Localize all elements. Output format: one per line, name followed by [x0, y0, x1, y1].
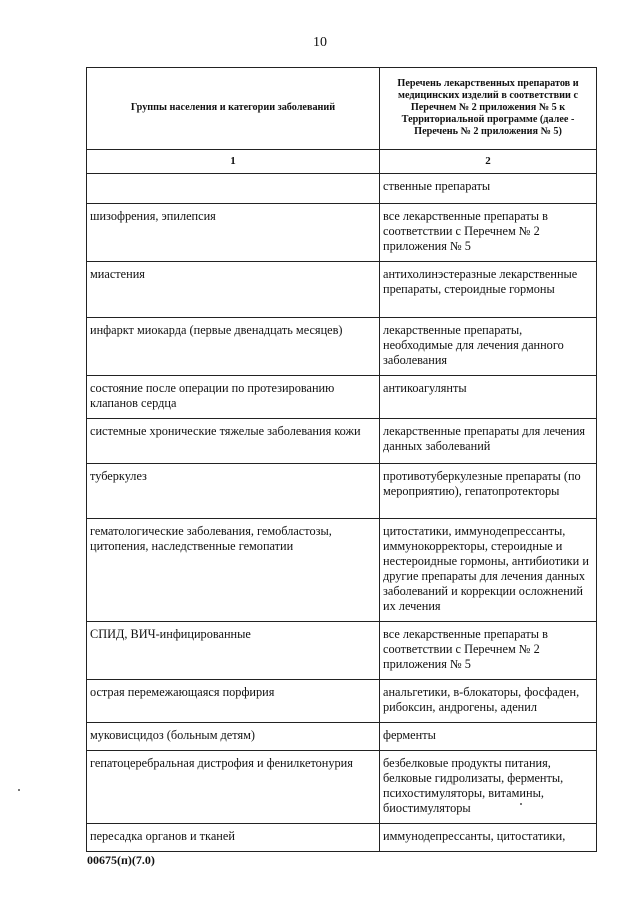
table-row [87, 419, 597, 464]
group-cell: шизофрения, эпилепсия [87, 204, 380, 262]
group-cell: СПИД, ВИЧ-инфицированные [87, 622, 380, 680]
table-row [87, 824, 597, 852]
table-row [87, 680, 597, 723]
drug-list-cell: лекарственные препараты, необходимые для лечения данного заболевания [380, 318, 597, 376]
header-groups: Группы населения и категории заболеваний [87, 68, 380, 150]
scan-speck [18, 789, 20, 791]
table-row [87, 174, 597, 204]
table-row [87, 318, 597, 376]
drug-list-cell: противотуберкулезные препараты (по мероприятию), гепатопротекторы [380, 464, 597, 519]
group-cell: состояние после операции по протезированию клапанов сердца [87, 376, 380, 419]
group-cell: миастения [87, 262, 380, 318]
table-row [87, 622, 597, 680]
drug-list-table [86, 67, 597, 852]
table-row [87, 519, 597, 622]
table-row [87, 204, 597, 262]
group-cell: острая перемежающаяся порфирия [87, 680, 380, 723]
group-cell: муковисцидоз (больным детям) [87, 723, 380, 751]
drug-list-cell: лекарственные препараты для лечения данных заболеваний [380, 419, 597, 464]
group-cell: системные хронические тяжелые заболевания кожи [87, 419, 380, 464]
drug-list-cell: иммунодепрессанты, цитостатики, [380, 824, 597, 852]
drug-list-cell: ферменты [380, 723, 597, 751]
document-code: 00675(п)(7.0) [87, 853, 155, 867]
table-row [87, 464, 597, 519]
group-cell: гематологические заболевания, гемобластозы, цитопения, наследственные гемопатии [87, 519, 380, 622]
group-cell [87, 174, 380, 204]
scan-speck [520, 803, 522, 805]
drug-list-cell: анальгетики, в-блокаторы, фосфаден, рибоксин, андрогены, аденил [380, 680, 597, 723]
column-number: 2 [380, 150, 597, 174]
group-cell: туберкулез [87, 464, 380, 519]
group-cell: пересадка органов и тканей [87, 824, 380, 852]
drug-list-cell: ственные препараты [380, 174, 597, 204]
drug-list-cell: цитостатики, иммунодепрессанты, иммунокорректоры, стероидные и нестероидные гормоны, антибиотики и другие препараты для лечения данных заболеваний и коррекции осложнений их лечения [380, 519, 597, 622]
group-cell: гепатоцеребральная дистрофия и фенилкетонурия [87, 751, 380, 824]
column-number: 1 [87, 150, 380, 174]
column-number-row [87, 150, 597, 174]
table-row [87, 262, 597, 318]
drug-list-cell: все лекарственные препараты в соответствии с Перечнем № 2 приложения № 5 [380, 204, 597, 262]
page-number: 10 [313, 35, 327, 50]
table-row [87, 751, 597, 824]
drug-list-cell: антикоагулянты [380, 376, 597, 419]
table-row [87, 376, 597, 419]
drug-list-cell: безбелковые продукты питания, белковые гидролизаты, ферменты, психостимуляторы, витамины, биостимуляторы [380, 751, 597, 824]
table-header-row [87, 68, 597, 150]
drug-list-cell: антихолинэстеразные лекарственные препараты, стероидные гормоны [380, 262, 597, 318]
header-drug-list: Перечень лекарственных препаратов и медицинских изделий в соответствии с Перечнем № 2 приложения № 5 к Территориальной программе (далее - Перечень № 2 приложения № 5) [380, 68, 597, 150]
drug-list-cell: все лекарственные препараты в соответствии с Перечнем № 2 приложения № 5 [380, 622, 597, 680]
table-row [87, 723, 597, 751]
group-cell: инфаркт миокарда (первые двенадцать месяцев) [87, 318, 380, 376]
